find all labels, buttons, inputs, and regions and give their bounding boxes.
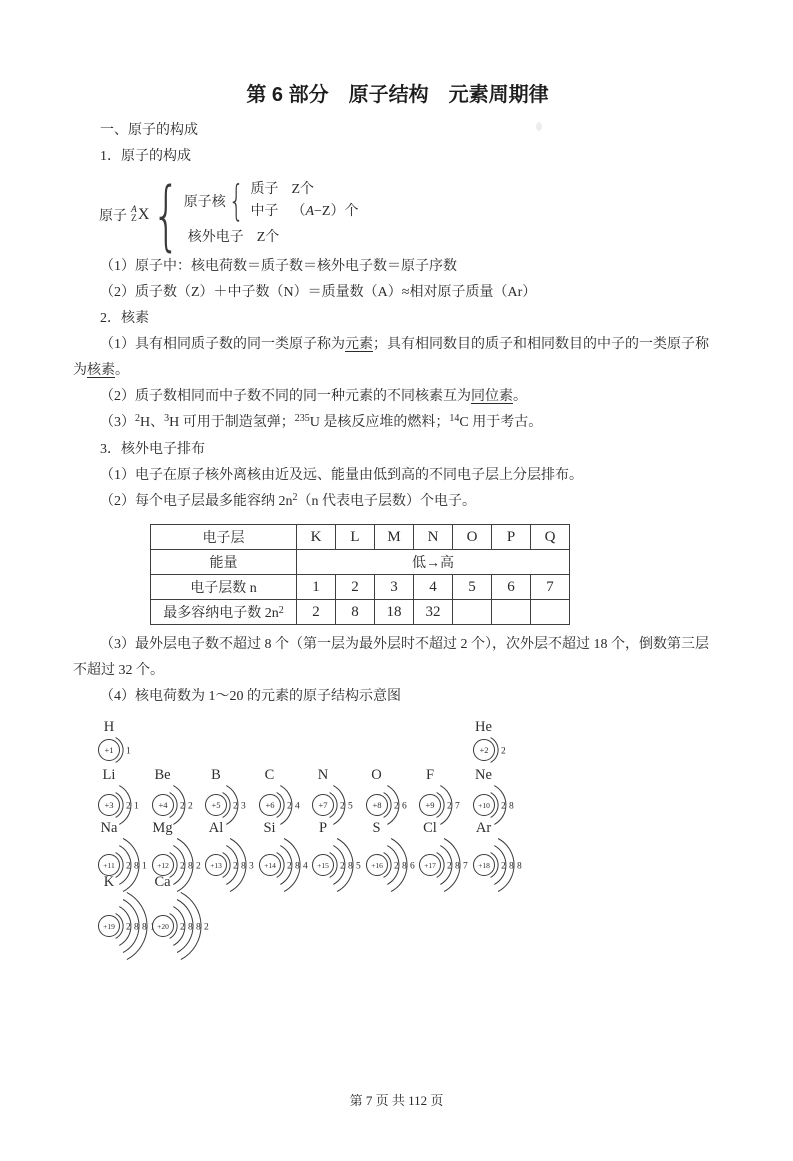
atom-shells-svg: [457, 837, 557, 893]
svg-text:1: 1: [126, 746, 131, 757]
item-2-nuclide: 2．核素: [100, 311, 149, 326]
max-value-P: [492, 600, 531, 625]
atom-composition-formula: [99, 170, 722, 259]
element-symbol: Mg: [152, 820, 173, 836]
atom-diagram-Ca: [136, 873, 209, 961]
svg-text:2: 2: [203, 922, 209, 933]
document-page: [0, 84, 793, 1161]
element-symbol: B: [211, 767, 221, 783]
svg-text:8: 8: [294, 861, 300, 872]
svg-text:8: 8: [134, 861, 139, 872]
squared-superscript: 2: [292, 492, 298, 503]
shell-K: K: [297, 525, 336, 550]
element-symbol: Cl: [423, 820, 437, 836]
element-symbol: Ca: [154, 874, 171, 890]
svg-text:2: 2: [340, 801, 345, 812]
max-value-L: 8: [336, 600, 375, 625]
atomic-number: Z: [131, 214, 137, 224]
atom-diagram-P: [296, 819, 361, 893]
para-outer-shell-rule: （3）最外层电子数不超过 8 个（第一层为最外层时不超过 2 个），次外层不超过 18 个，倒数第三层不超过 32 个。: [73, 637, 709, 678]
proton-line: [250, 179, 358, 201]
svg-text:1: 1: [134, 801, 139, 812]
svg-text:1: 1: [142, 861, 147, 872]
proton-count: Z个: [291, 182, 315, 197]
svg-text:2: 2: [393, 801, 399, 812]
svg-text:+8: +8: [371, 799, 382, 810]
svg-text:8: 8: [142, 922, 147, 933]
smudge-artifact: [536, 122, 542, 131]
svg-text:+12: +12: [156, 860, 169, 870]
electron-shell-table: [150, 524, 570, 625]
svg-text:+11: +11: [103, 860, 115, 870]
svg-text:6: 6: [401, 801, 407, 812]
element-symbol: Ar: [475, 820, 492, 836]
svg-text:8: 8: [187, 861, 193, 872]
para-shell-capacity: （2）每个电子层最多能容纳 $2n^2(n$ 代表电子层数）个电子。: [100, 492, 476, 509]
svg-text:4: 4: [294, 801, 300, 812]
svg-text:8: 8: [187, 922, 193, 933]
svg-text:+5: +5: [211, 799, 221, 810]
svg-text:8: 8: [401, 861, 407, 872]
atom-diagram-Ar: [457, 819, 522, 893]
mass-superscript-235: 235: [294, 413, 310, 424]
svg-text:8: 8: [348, 861, 353, 872]
svg-text:+13: +13: [210, 860, 222, 870]
table-row-energy: [151, 550, 570, 575]
svg-text:8: 8: [195, 922, 201, 933]
element-symbol: He: [475, 719, 492, 735]
max-value-M: 18: [375, 600, 414, 625]
element-symbol: Be: [154, 767, 171, 783]
element-symbol: H: [103, 719, 115, 735]
svg-text:+16: +16: [370, 860, 383, 870]
neutron-count: （A−Z）个: [291, 204, 359, 219]
svg-text:2: 2: [500, 746, 506, 757]
atomic-structure-diagrams: [73, 710, 722, 966]
atom-diagram-N: [296, 766, 353, 826]
nucleus-label: 原子核: [183, 195, 226, 210]
section-heading-atom-composition: 一、原子的构成: [100, 123, 198, 138]
element-symbol: N: [317, 767, 329, 783]
n-value-3: 3: [375, 575, 414, 600]
page-title: 第 6 部分 原子结构 元素周期律: [246, 84, 549, 106]
svg-text:2: 2: [126, 801, 131, 812]
max-value-Q: [531, 600, 570, 625]
underlined-isotope-term: 同位素: [471, 389, 513, 404]
electron-label: 核外电子: [187, 230, 244, 245]
element-symbol: S: [372, 820, 381, 836]
svg-text:2: 2: [393, 861, 399, 872]
outer-brace: {: [152, 170, 181, 259]
neutron-label: 中子: [250, 204, 279, 219]
svg-text:7: 7: [463, 861, 468, 872]
element-symbol: P: [318, 820, 328, 836]
element-symbol: Al: [208, 820, 224, 836]
svg-text:3: 3: [249, 861, 254, 872]
shell-P: P: [492, 525, 531, 550]
svg-text:+4: +4: [157, 799, 168, 810]
n-value-6: 6: [492, 575, 531, 600]
nuclide-notation: [131, 206, 137, 224]
electron-count: Z个: [256, 230, 280, 245]
mass-superscript-3: 3: [164, 413, 170, 424]
element-symbol: Si: [263, 820, 276, 836]
table-row-max-electrons: [151, 600, 570, 625]
max-value-N: 32: [414, 600, 453, 625]
neutron-line: [250, 201, 358, 223]
svg-text:3: 3: [241, 801, 246, 812]
page-number: 第 7 页 共 112 页: [349, 1093, 444, 1108]
atom-shells-svg: [82, 736, 182, 764]
electron-line: [188, 225, 359, 251]
inner-brace: {: [228, 176, 244, 225]
svg-text:5: 5: [356, 861, 361, 872]
shell-header-label: 电子层: [151, 525, 297, 550]
svg-text:8: 8: [241, 861, 246, 872]
atom-diagram-Al: [189, 819, 254, 893]
svg-text:2: 2: [179, 861, 185, 872]
svg-text:8: 8: [455, 861, 460, 872]
n-value-1: 1: [297, 575, 336, 600]
table-row-shell-number: [151, 575, 570, 600]
max-electrons-label: 最多容纳电子数 $2n^2$: [151, 600, 297, 625]
svg-text:2: 2: [500, 861, 506, 872]
energy-value: 低→高: [297, 550, 570, 575]
item-3-electron-arrangement: 3．核外电子排布: [100, 442, 205, 457]
svg-text:2: 2: [195, 861, 201, 872]
atom-diagram-B: [189, 766, 246, 826]
para-charge-equality: （1）原子中：核电荷数＝质子数＝核外电子数＝原子序数: [100, 259, 457, 274]
element-symbol: Ne: [475, 767, 492, 783]
nucleus-branch: [183, 176, 359, 225]
shell-Q: Q: [531, 525, 570, 550]
para-diagram-intro: （4）核电荷数为 1～20 的元素的原子结构示意图: [100, 689, 401, 704]
atom-diagram-Be: [136, 766, 193, 826]
svg-text:6: 6: [409, 861, 415, 872]
nucleus-particles: [250, 179, 358, 223]
svg-text:+9: +9: [425, 799, 435, 810]
atom-diagram-H: [82, 718, 136, 764]
atom-diagram-O: [350, 766, 407, 826]
shell-number-label: 电子层数 n: [151, 575, 297, 600]
atom-diagram-C: [243, 766, 300, 826]
formula-body: [183, 176, 359, 251]
formula-atom-label: [99, 205, 149, 225]
svg-text:5: 5: [348, 801, 353, 812]
max-value-O: [453, 600, 492, 625]
svg-text:2: 2: [126, 922, 131, 933]
element-symbol: F: [425, 767, 435, 783]
svg-text:+1: +1: [104, 744, 114, 755]
element-symbol-x: X: [137, 206, 150, 223]
svg-text:2: 2: [500, 801, 506, 812]
svg-text:4: 4: [302, 861, 308, 872]
page-content: [0, 84, 793, 966]
para-mass-number: （2）质子数（Z）＋中子数（N）＝质量数（A）≈相对原子质量（Ar）: [100, 285, 537, 300]
mass-superscript-2: 2: [135, 413, 140, 424]
proton-label: 质子: [250, 182, 279, 197]
n-value-4: 4: [414, 575, 453, 600]
svg-text:+19: +19: [103, 921, 115, 931]
shell-N: N: [414, 525, 453, 550]
svg-text:+20: +20: [156, 921, 169, 931]
atom-diagram-Ne: [457, 766, 514, 826]
item-1-atom-composition: 1．原子的构成: [100, 149, 191, 164]
n-value-5: 5: [453, 575, 492, 600]
element-symbol: C: [264, 767, 275, 783]
svg-text:+14: +14: [263, 860, 276, 870]
para-isotope-uses: $(3)^2H$、$^3$H 可用于制造氢弹；$^{235}$U 是核反应堆的燃料；$^{14}$C 用于考古。: [100, 413, 543, 430]
svg-text:+6: +6: [264, 799, 275, 810]
svg-text:8: 8: [508, 861, 514, 872]
svg-text:7: 7: [455, 801, 460, 812]
atom-diagram-He: [457, 718, 511, 764]
max-value-K: 2: [297, 600, 336, 625]
svg-text:2: 2: [286, 861, 292, 872]
atom-diagram-K: [82, 873, 155, 961]
svg-text:+18: +18: [477, 860, 490, 870]
svg-text:2: 2: [233, 861, 238, 872]
svg-text:+2: +2: [478, 744, 489, 755]
energy-label: 能量: [151, 550, 297, 575]
mass-number: A: [131, 205, 137, 215]
svg-text:2: 2: [126, 861, 131, 872]
svg-text:2: 2: [340, 861, 345, 872]
svg-text:2: 2: [179, 922, 185, 933]
atom-shells-svg: [136, 891, 236, 961]
svg-text:8: 8: [134, 922, 139, 933]
svg-text:2: 2: [286, 801, 292, 812]
element-symbol: K: [103, 874, 115, 890]
atom-diagram-Cl: [403, 819, 468, 893]
svg-text:2: 2: [447, 801, 452, 812]
shell-M: M: [375, 525, 414, 550]
svg-text:8: 8: [516, 861, 522, 872]
svg-text:2: 2: [447, 861, 452, 872]
svg-text:+3: +3: [104, 799, 114, 810]
atom-diagram-Li: [82, 766, 139, 826]
formula-prefix: 原子: [99, 209, 127, 224]
svg-text:1: 1: [150, 922, 155, 933]
element-symbol: O: [371, 767, 382, 783]
n-value-7: 7: [531, 575, 570, 600]
n-value-2: 2: [336, 575, 375, 600]
para-element-nuclide-definition: （1）具有相同质子数的同一类原子称为元素；具有相同数目的质子和相同数目的中子的一类原子称为核素。: [73, 337, 709, 378]
element-symbol: Li: [102, 767, 116, 783]
shell-O: O: [453, 525, 492, 550]
underlined-element-term: 元素: [345, 337, 373, 352]
atom-diagram-S: [350, 819, 415, 893]
svg-text:+7: +7: [318, 799, 328, 810]
svg-text:2: 2: [233, 801, 238, 812]
svg-text:+10: +10: [477, 800, 490, 810]
svg-text:+15: +15: [317, 860, 329, 870]
mass-superscript-14: 14: [449, 413, 460, 424]
para-isotope-definition: （2）质子数相同而中子数不同的同一种元素的不同核素互为同位素。: [100, 389, 527, 404]
table-row-shell-names: [151, 525, 570, 550]
atom-shells-svg: [457, 736, 557, 764]
atom-diagram-Si: [243, 819, 308, 893]
shell-L: L: [336, 525, 375, 550]
svg-text:+17: +17: [424, 860, 436, 870]
underlined-nuclide-term: 核素: [87, 363, 115, 378]
element-symbol: Na: [100, 820, 118, 836]
svg-text:8: 8: [508, 801, 514, 812]
para-shell-arrangement: （1）电子在原子核外离核由近及远、能量由低到高的不同电子层上分层排布。: [100, 468, 583, 483]
svg-text:2: 2: [187, 801, 193, 812]
atom-diagram-F: [403, 766, 460, 826]
svg-text:2: 2: [179, 801, 185, 812]
